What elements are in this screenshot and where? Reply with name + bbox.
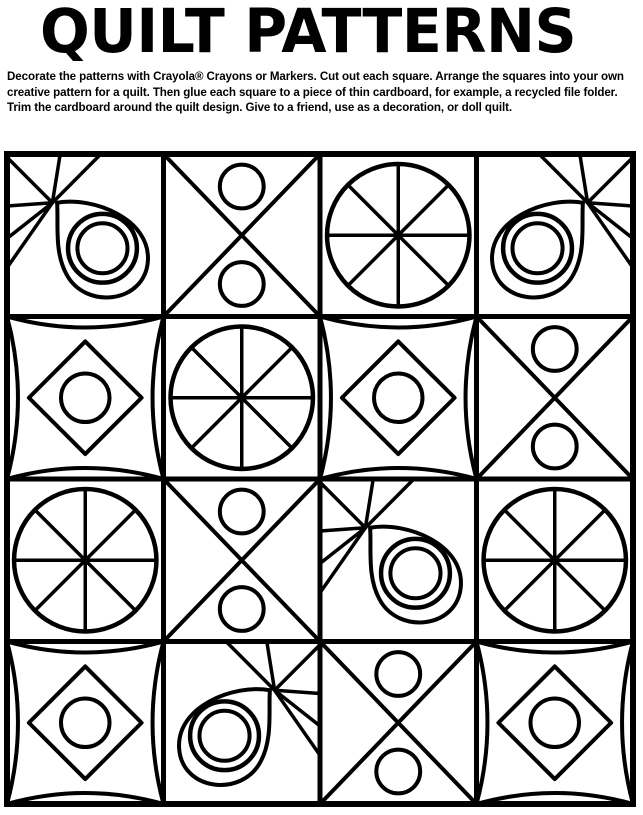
square-art (327, 164, 469, 306)
quilt-square-diamond-arcs (320, 317, 477, 480)
quilt-square-wheel (320, 154, 477, 317)
quilt-square-sunburst-top-right (477, 154, 634, 317)
hourglass-circle-bottom (533, 425, 577, 469)
quilt-square-wheel (477, 479, 634, 642)
quilt-square-diamond-arcs (7, 317, 164, 480)
sun-inner-circle (390, 548, 440, 598)
hourglass-circle-bottom (376, 750, 420, 794)
page-title: QUILT PATTERNS (40, 0, 577, 67)
quilt-square-hourglass-circles (164, 479, 321, 642)
square-art (492, 154, 633, 297)
sun-ray (588, 157, 633, 203)
square-art (484, 489, 626, 631)
sunburst (320, 479, 461, 622)
square-art (7, 154, 148, 297)
sun-ray (7, 203, 52, 206)
sun-inner-circle (199, 711, 249, 761)
diamond-circle (61, 373, 110, 422)
square-art (179, 642, 320, 785)
sunburst (7, 154, 148, 297)
quilt-square-sunburst-top-left (7, 154, 164, 317)
sun-inner-circle (512, 223, 562, 273)
quilt-square-hourglass-circles (164, 154, 321, 317)
quilt-square-sunburst-top-right (164, 642, 321, 805)
quilt-square-sunburst-top-left (320, 479, 477, 642)
sun-ray (275, 645, 320, 691)
square-art (164, 154, 321, 317)
hourglass-circle-bottom (220, 587, 264, 631)
square-art (171, 327, 313, 469)
quilt-square-wheel (7, 479, 164, 642)
sun-ray (275, 690, 320, 693)
square-art (320, 479, 461, 622)
instructions-text: Decorate the patterns with Crayola® Crayons or Markers. Cut out each square. Arrange the squares into your own creative pattern for a quilt. Then glue each square to a piece of thin cardboard, for example, a recycled file folder. Trim the cardboard around the quilt design. Give to a friend, use as a decoration, or doll quilt. (7, 70, 624, 115)
sun-ray (320, 482, 365, 528)
square-art (477, 642, 634, 805)
quilt-square-diamond-arcs (7, 642, 164, 805)
square-art (320, 317, 477, 480)
hourglass-circle-top (376, 652, 420, 696)
sun-inner-circle (77, 223, 127, 273)
diamond-circle (61, 698, 110, 747)
quilt-square-hourglass-circles (320, 642, 477, 805)
square-art (477, 317, 634, 480)
diamond-circle (530, 698, 579, 747)
quilt-square-diamond-arcs (477, 642, 634, 805)
square-art (14, 489, 156, 631)
sun-ray (320, 528, 365, 531)
quilt-square-hourglass-circles (477, 317, 634, 480)
sun-ray (588, 203, 633, 206)
square-art (164, 479, 321, 642)
sunburst (179, 642, 320, 785)
hourglass-circle-top (533, 327, 577, 371)
sun-ray (7, 157, 52, 203)
hourglass-circle-top (220, 165, 264, 209)
square-art (7, 642, 164, 805)
hourglass-circle-bottom (220, 262, 264, 306)
square-art (7, 317, 164, 480)
square-art (320, 642, 477, 805)
quilt-square-wheel (164, 317, 321, 480)
diamond-circle (374, 373, 423, 422)
hourglass-circle-top (220, 490, 264, 534)
sunburst (492, 154, 633, 297)
